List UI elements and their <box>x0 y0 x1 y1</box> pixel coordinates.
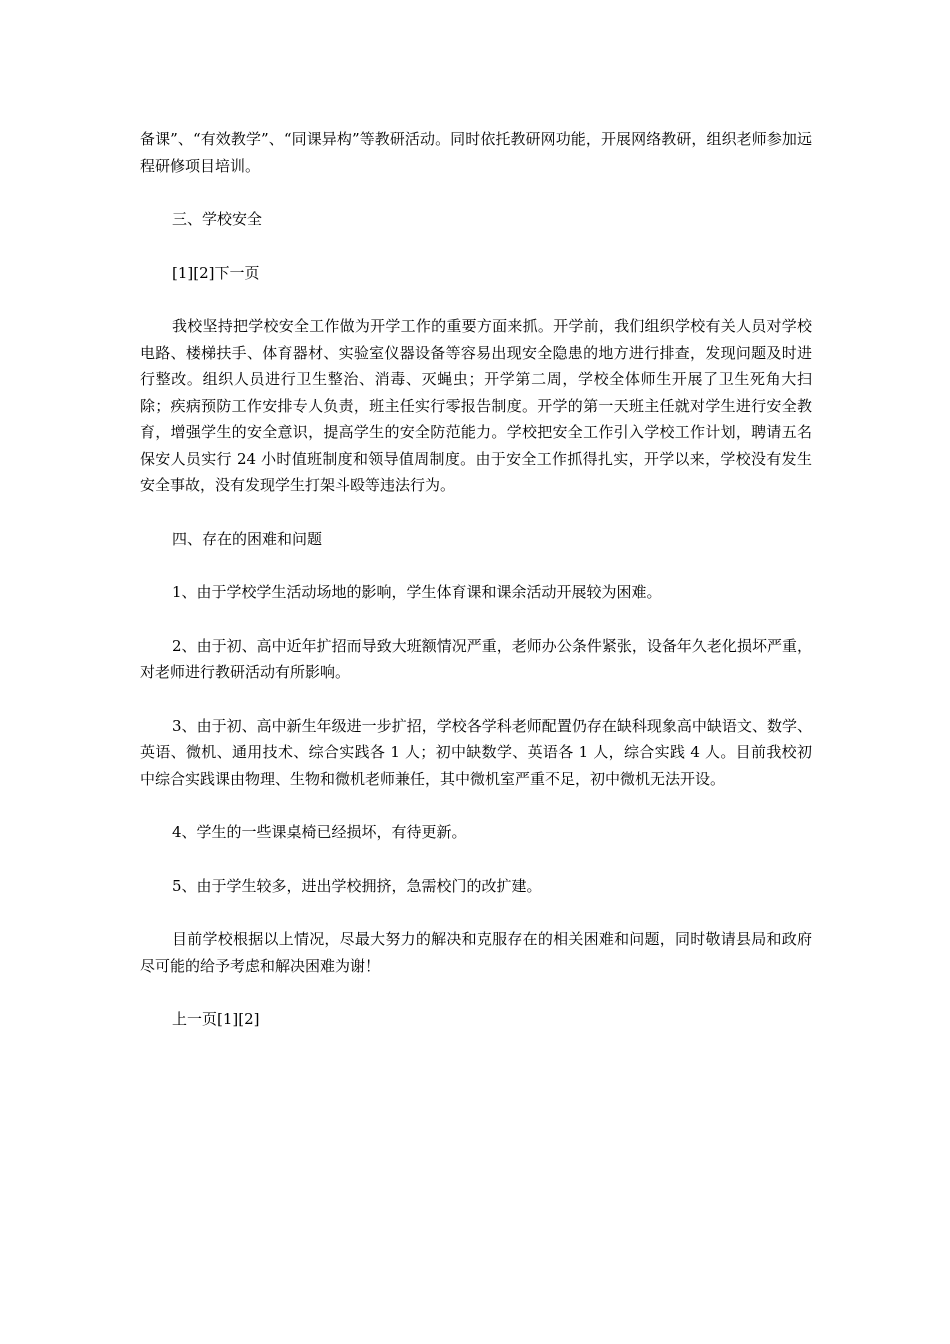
page-link-2-bottom[interactable]: [2] <box>238 1010 260 1028</box>
problem-item-1: 1、由于学校学生活动场地的影响，学生体育课和课余活动开展较为困难。 <box>172 583 662 601</box>
paragraph-teaching-research-continuation: 备课”、“有效教学”、“同课异构”等教研活动。同时依托教研网功能，开展网络教研，组织老师参加远程研修项目培训。 <box>140 130 812 175</box>
next-page-link[interactable]: 下一页 <box>214 263 260 282</box>
document-body <box>140 126 812 1060</box>
section-heading-problems: 四、存在的困难和问题 <box>172 529 323 548</box>
problem-item-5: 5、由于学生较多，进出学校拥挤，急需校门的改扩建。 <box>172 876 542 895</box>
paragraph-school-safety: 我校坚持把学校安全工作做为开学工作的重要方面来抓。开学前，我们组织学校有关人员对学校电路、楼梯扶手、体育器材、实验室仪器设备等容易出现安全隐患的地方进行排查，发现问题及时进行整改。组织人员进行卫生整治、消毒、灭蝇虫；开学第二周，学校全体师生开展了卫生死角大扫除；疾病预防工作安排专人负责，班主任实行零报告制度。开学的第一天班主任就对学生进行安全教育，增强学生的安全意识，提高学生的安全防范能力。学校把安全工作引入学校工作计划，聘请五名保安人员实行 24 小时值班制度和领导值周制度。由于安全工作抓得扎实，开学以来，学校没有发生安全事故，没有发现学生打架斗殴等违法行为。 <box>140 317 812 494</box>
paragraph-closing: 目前学校根据以上情况，尽最大努力的解决和克服存在的相关困难和问题，同时敬请县局和政府尽可能的给予考虑和解决困难为谢！ <box>140 930 812 975</box>
section-heading-school-safety: 三、学校安全 <box>172 210 263 228</box>
problem-item-3: 3、由于初、高中新生年级进一步扩招，学校各学科老师配置仍存在缺科现象高中缺语文、数学、英语、微机、通用技术、综合实践各 1 人；初中缺数学、英语各 1 人，综合实践 4 人。目前我校初中综合实践课由物理、生物和微机老师兼任，其中微机室严重不足，初中微机无法开设。 <box>140 716 812 788</box>
pagination-top <box>140 260 812 287</box>
page-link-1-bottom[interactable]: [1] <box>217 1010 239 1028</box>
problem-item-4: 4、学生的一些课桌椅已经损坏，有待更新。 <box>172 823 467 841</box>
pagination-bottom <box>140 1006 812 1033</box>
problem-item-2: 2、由于初、高中近年扩招而导致大班额情况严重，老师办公条件紧张，设备年久老化损坏严重，对老师进行教研活动有所影响。 <box>140 636 812 681</box>
prev-page-link[interactable]: 上一页 <box>172 1010 218 1028</box>
page-link-2[interactable]: [2] <box>193 263 215 282</box>
page-link-1[interactable]: [1] <box>172 263 194 282</box>
